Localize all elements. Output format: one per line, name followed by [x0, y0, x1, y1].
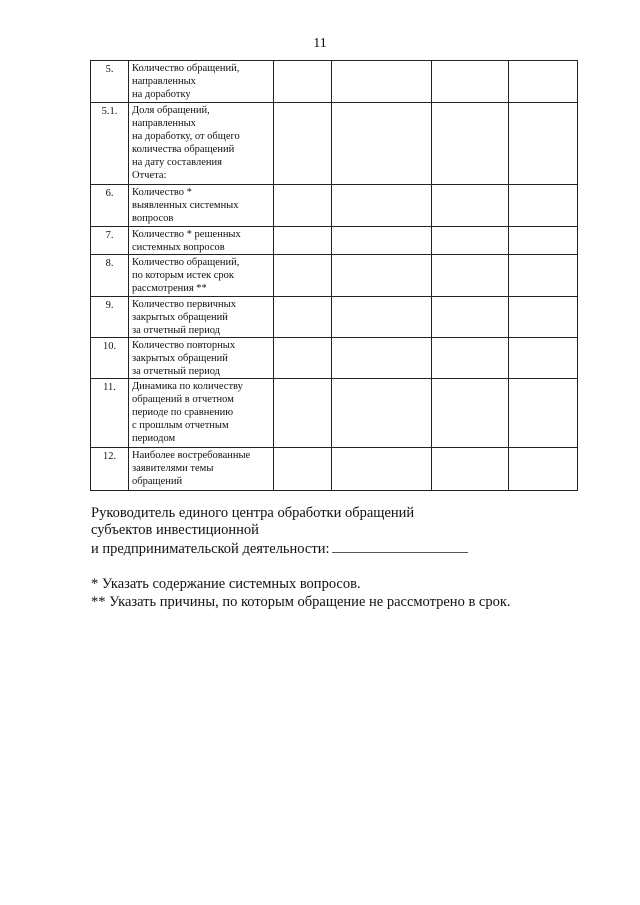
signature-blank-field — [332, 539, 468, 553]
table-row — [91, 227, 578, 255]
row-number: 5. — [91, 61, 129, 103]
table-cell — [332, 338, 432, 379]
signature-line-1: Руководитель единого центра обработки обращений — [91, 505, 415, 521]
table-row — [91, 338, 578, 379]
table-cell — [332, 448, 432, 491]
table-cell — [332, 61, 432, 103]
table-cell — [432, 297, 509, 338]
table-cell — [274, 297, 332, 338]
table-row — [91, 103, 578, 185]
table-row — [91, 255, 578, 297]
table-cell — [509, 338, 578, 379]
table-cell — [509, 61, 578, 103]
table-cell — [509, 379, 578, 448]
report-table — [90, 60, 578, 491]
row-label: Количество * выявленных системных вопросов — [129, 185, 274, 227]
table-cell — [509, 297, 578, 338]
row-number: 5.1. — [91, 103, 129, 185]
row-label: Количество повторных закрытых обращений за отчетный период — [129, 338, 274, 379]
row-number: 6. — [91, 185, 129, 227]
table-cell — [274, 255, 332, 297]
table-cell — [332, 227, 432, 255]
table-row — [91, 185, 578, 227]
table-row — [91, 61, 578, 103]
table-cell — [509, 185, 578, 227]
row-label: Наиболее востребованные заявителями темы обращений — [129, 448, 274, 491]
row-number: 8. — [91, 255, 129, 297]
table-row — [91, 297, 578, 338]
row-number: 12. — [91, 448, 129, 491]
footnote-1: * Указать содержание системных вопросов. — [91, 576, 361, 592]
table-cell — [274, 61, 332, 103]
row-label: Доля обращений, направленных на доработку, от общего количества обращений на дату составления Отчета: — [129, 103, 274, 185]
table-cell — [332, 103, 432, 185]
table-row — [91, 379, 578, 448]
table-cell — [332, 379, 432, 448]
table-cell — [274, 338, 332, 379]
table-cell — [432, 103, 509, 185]
table-cell — [274, 379, 332, 448]
table-row — [91, 448, 578, 491]
signature-line-2: субъектов инвестиционной — [91, 522, 259, 538]
row-number: 9. — [91, 297, 129, 338]
table-cell — [332, 255, 432, 297]
table-cell — [432, 379, 509, 448]
table-cell — [432, 255, 509, 297]
table-cell — [509, 227, 578, 255]
row-number: 11. — [91, 379, 129, 448]
table-cell — [432, 61, 509, 103]
row-number: 10. — [91, 338, 129, 379]
table-cell — [332, 185, 432, 227]
row-label: Количество первичных закрытых обращений за отчетный период — [129, 297, 274, 338]
table-cell — [509, 103, 578, 185]
table-cell — [274, 185, 332, 227]
page-number: 11 — [313, 36, 327, 51]
signature-line-3-text: и предпринимательской деятельности: — [91, 541, 330, 557]
signature-line-3 — [91, 539, 611, 558]
row-number: 7. — [91, 227, 129, 255]
footnotes — [91, 575, 611, 611]
table-cell — [274, 103, 332, 185]
row-label: Количество * решенных системных вопросов — [129, 227, 274, 255]
row-label: Количество обращений, по которым истек срок рассмотрения ** — [129, 255, 274, 297]
table-cell — [432, 227, 509, 255]
table-cell — [509, 448, 578, 491]
table-cell — [274, 448, 332, 491]
row-label: Количество обращений, направленных на доработку — [129, 61, 274, 103]
table-cell — [432, 338, 509, 379]
table-cell — [432, 448, 509, 491]
table-cell — [432, 185, 509, 227]
signature-block — [91, 505, 611, 558]
row-label: Динамика по количеству обращений в отчетном периоде по сравнению с прошлым отчетным периодом — [129, 379, 274, 448]
table-cell — [509, 255, 578, 297]
table-cell — [274, 227, 332, 255]
table-cell — [332, 297, 432, 338]
footnote-2: ** Указать причины, по которым обращение не рассмотрено в срок. — [91, 594, 511, 610]
